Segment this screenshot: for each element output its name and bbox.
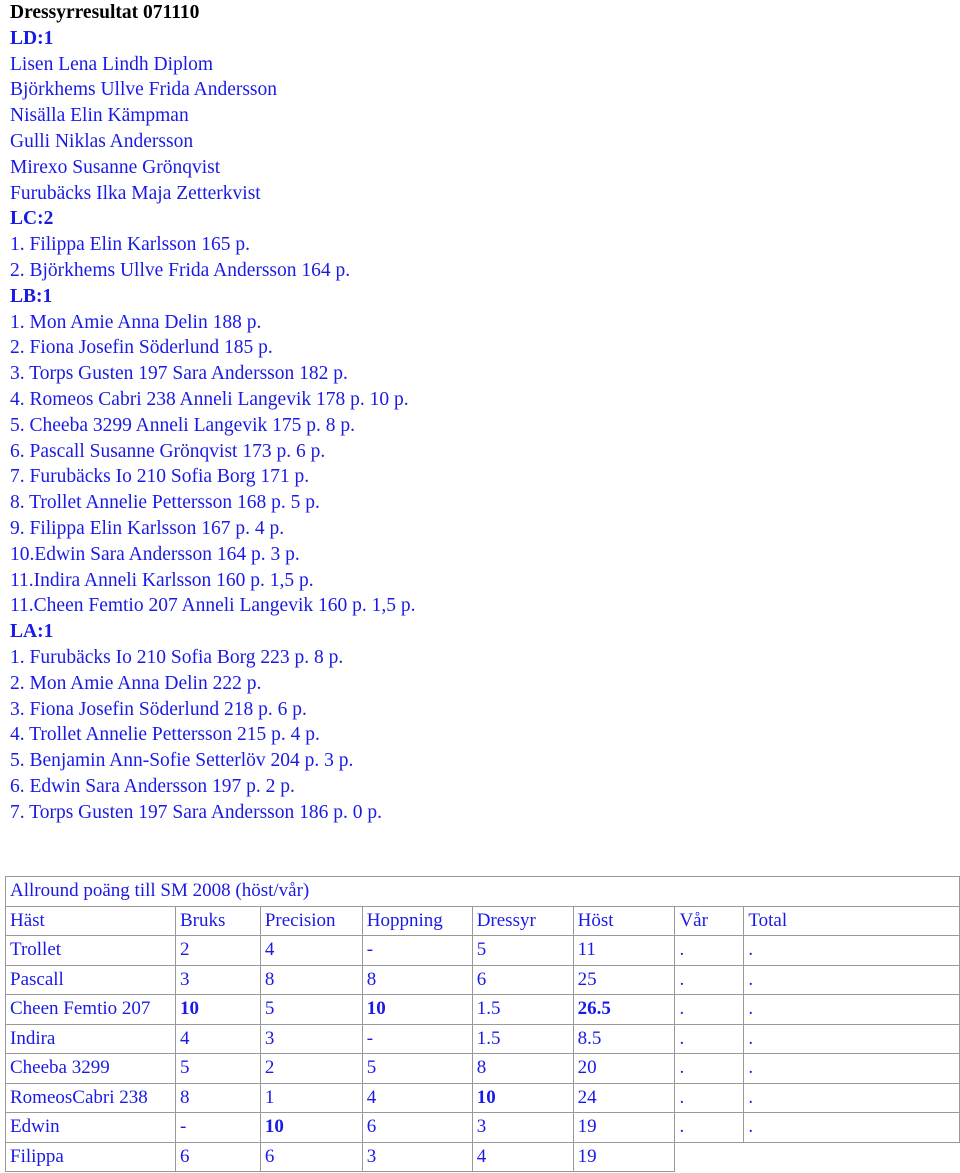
- table-cell: .: [744, 1083, 960, 1113]
- result-entry: 5. Cheeba 3299 Anneli Langevik 175 p. 8 p.: [10, 414, 355, 436]
- table-cell: 26.5: [573, 995, 675, 1025]
- result-entry: 7. Furubäcks Io 210 Sofia Borg 171 p.: [10, 466, 310, 488]
- table-cell: 4: [472, 1142, 573, 1172]
- table-row: [6, 1142, 960, 1172]
- table-row: [6, 1083, 960, 1113]
- table-row: [6, 995, 960, 1025]
- table-cell: .: [675, 1083, 744, 1113]
- results-document: [10, 0, 415, 826]
- result-entry: Lisen Lena Lindh Diplom: [10, 53, 214, 75]
- result-entry: Björkhems Ullve Frida Andersson: [10, 79, 278, 101]
- table-cell: 11: [573, 936, 675, 966]
- table-cell: 8: [175, 1083, 260, 1113]
- table-cell: 5: [260, 995, 362, 1025]
- table-cell: Edwin: [6, 1113, 176, 1143]
- column-header: Precision: [260, 906, 362, 936]
- column-header: Hoppning: [362, 906, 472, 936]
- table-row: [6, 965, 960, 995]
- class-heading: LD:1: [10, 27, 54, 49]
- table-cell: 6: [260, 1142, 362, 1172]
- result-entry: Gulli Niklas Andersson: [10, 130, 194, 152]
- table-row: [6, 1024, 960, 1054]
- column-header: Total: [744, 906, 960, 936]
- table-cell: .: [744, 965, 960, 995]
- table-cell: 10: [472, 1083, 573, 1113]
- table-cell: 19: [573, 1142, 675, 1172]
- table-cell: 1.5: [472, 1024, 573, 1054]
- table-cell: 8: [472, 1054, 573, 1084]
- table-cell: 10: [175, 995, 260, 1025]
- table-cell: 3: [175, 965, 260, 995]
- table-cell: 3: [362, 1142, 472, 1172]
- table-cell: 8.5: [573, 1024, 675, 1054]
- result-entry: Nisälla Elin Kämpman: [10, 105, 189, 127]
- table-cell: Filippa: [6, 1142, 176, 1172]
- table-cell: 19: [573, 1113, 675, 1143]
- result-entry: 4. Romeos Cabri 238 Anneli Langevik 178 p. 10 p.: [10, 388, 409, 410]
- page-title: Dressyrresultat 071110: [10, 2, 200, 23]
- table-cell: 4: [260, 936, 362, 966]
- table-cell: .: [744, 1054, 960, 1084]
- table-cell: 2: [260, 1054, 362, 1084]
- result-entry: 3. Fiona Josefin Söderlund 218 p. 6 p.: [10, 698, 307, 720]
- result-entry: 2. Björkhems Ullve Frida Andersson 164 p.: [10, 259, 351, 281]
- table-cell: -: [362, 1024, 472, 1054]
- allround-table-container: [5, 876, 960, 1172]
- result-entry: 1. Filippa Elin Karlsson 165 p.: [10, 234, 250, 256]
- result-entry: 8. Trollet Annelie Pettersson 168 p. 5 p.: [10, 492, 320, 514]
- result-entry: Mirexo Susanne Grönqvist: [10, 156, 221, 178]
- table-cell: 6: [175, 1142, 260, 1172]
- table-cell: .: [744, 936, 960, 966]
- column-header: Dressyr: [472, 906, 573, 936]
- table-cell: Cheeba 3299: [6, 1054, 176, 1084]
- column-header: Höst: [573, 906, 675, 936]
- result-entry: 1. Furubäcks Io 210 Sofia Borg 223 p. 8 p.: [10, 646, 344, 668]
- table-cell: 4: [175, 1024, 260, 1054]
- table-cell: 1: [260, 1083, 362, 1113]
- result-entry: 4. Trollet Annelie Pettersson 215 p. 4 p.: [10, 724, 320, 746]
- result-entry: 9. Filippa Elin Karlsson 167 p. 4 p.: [10, 517, 285, 539]
- table-cell: .: [675, 965, 744, 995]
- table-cell: 4: [362, 1083, 472, 1113]
- table-caption-row: [6, 877, 960, 907]
- table-cell: 8: [362, 965, 472, 995]
- table-cell: RomeosCabri 238: [6, 1083, 176, 1113]
- result-entry: 2. Fiona Josefin Söderlund 185 p.: [10, 337, 273, 359]
- table-cell: 8: [260, 965, 362, 995]
- table-cell: .: [744, 995, 960, 1025]
- table-cell: .: [675, 995, 744, 1025]
- table-caption: Allround poäng till SM 2008 (höst/vår): [6, 877, 960, 907]
- table-cell: 5: [362, 1054, 472, 1084]
- table-cell: -: [362, 936, 472, 966]
- result-entry: 2. Mon Amie Anna Delin 222 p.: [10, 672, 262, 694]
- class-heading: LB:1: [10, 285, 53, 307]
- class-heading: LC:2: [10, 208, 54, 230]
- table-cell: Indira: [6, 1024, 176, 1054]
- table-cell: .: [744, 1024, 960, 1054]
- table-row: [6, 1113, 960, 1143]
- result-entry: 6. Edwin Sara Andersson 197 p. 2 p.: [10, 775, 295, 797]
- table-cell: 6: [472, 965, 573, 995]
- table-row: [6, 936, 960, 966]
- table-cell: .: [675, 1113, 744, 1143]
- table-cell: .: [675, 1024, 744, 1054]
- result-entry: 7. Torps Gusten 197 Sara Andersson 186 p. 0 p.: [10, 801, 383, 823]
- class-heading: LA:1: [10, 621, 54, 643]
- table-cell: .: [744, 1113, 960, 1143]
- table-cell: 10: [362, 995, 472, 1025]
- table-cell: 24: [573, 1083, 675, 1113]
- table-row: [6, 1054, 960, 1084]
- table-cell: 10: [260, 1113, 362, 1143]
- table-cell: Trollet: [6, 936, 176, 966]
- table-cell: 5: [175, 1054, 260, 1084]
- result-entry: 3. Torps Gusten 197 Sara Andersson 182 p.: [10, 363, 348, 385]
- table-cell: Pascall: [6, 965, 176, 995]
- table-cell: .: [675, 1054, 744, 1084]
- result-entry: 10.Edwin Sara Andersson 164 p. 3 p.: [10, 543, 300, 565]
- result-entry: 5. Benjamin Ann-Sofie Setterlöv 204 p. 3 p.: [10, 750, 354, 772]
- result-entry: 11.Cheen Femtio 207 Anneli Langevik 160 p. 1,5 p.: [10, 595, 416, 617]
- table-cell: .: [675, 936, 744, 966]
- allround-points-table: [5, 876, 960, 1172]
- results-sections: [10, 26, 415, 826]
- result-entry: 6. Pascall Susanne Grönqvist 173 p. 6 p.: [10, 440, 326, 462]
- table-cell: 3: [472, 1113, 573, 1143]
- table-cell: -: [175, 1113, 260, 1143]
- table-cell: 1.5: [472, 995, 573, 1025]
- table-cell: 3: [260, 1024, 362, 1054]
- table-cell: 6: [362, 1113, 472, 1143]
- table-header-row: [6, 906, 960, 936]
- table-cell: 2: [175, 936, 260, 966]
- column-header: Bruks: [175, 906, 260, 936]
- table-cell: 20: [573, 1054, 675, 1084]
- result-entry: 11.Indira Anneli Karlsson 160 p. 1,5 p.: [10, 569, 314, 591]
- table-cell: Cheen Femtio 207: [6, 995, 176, 1025]
- result-entry: Furubäcks Ilka Maja Zetterkvist: [10, 182, 261, 204]
- result-entry: 1. Mon Amie Anna Delin 188 p.: [10, 311, 262, 333]
- table-cell: 25: [573, 965, 675, 995]
- column-header: Häst: [6, 906, 176, 936]
- column-header: Vår: [675, 906, 744, 936]
- table-cell: 5: [472, 936, 573, 966]
- table-cell-empty: [675, 1142, 960, 1172]
